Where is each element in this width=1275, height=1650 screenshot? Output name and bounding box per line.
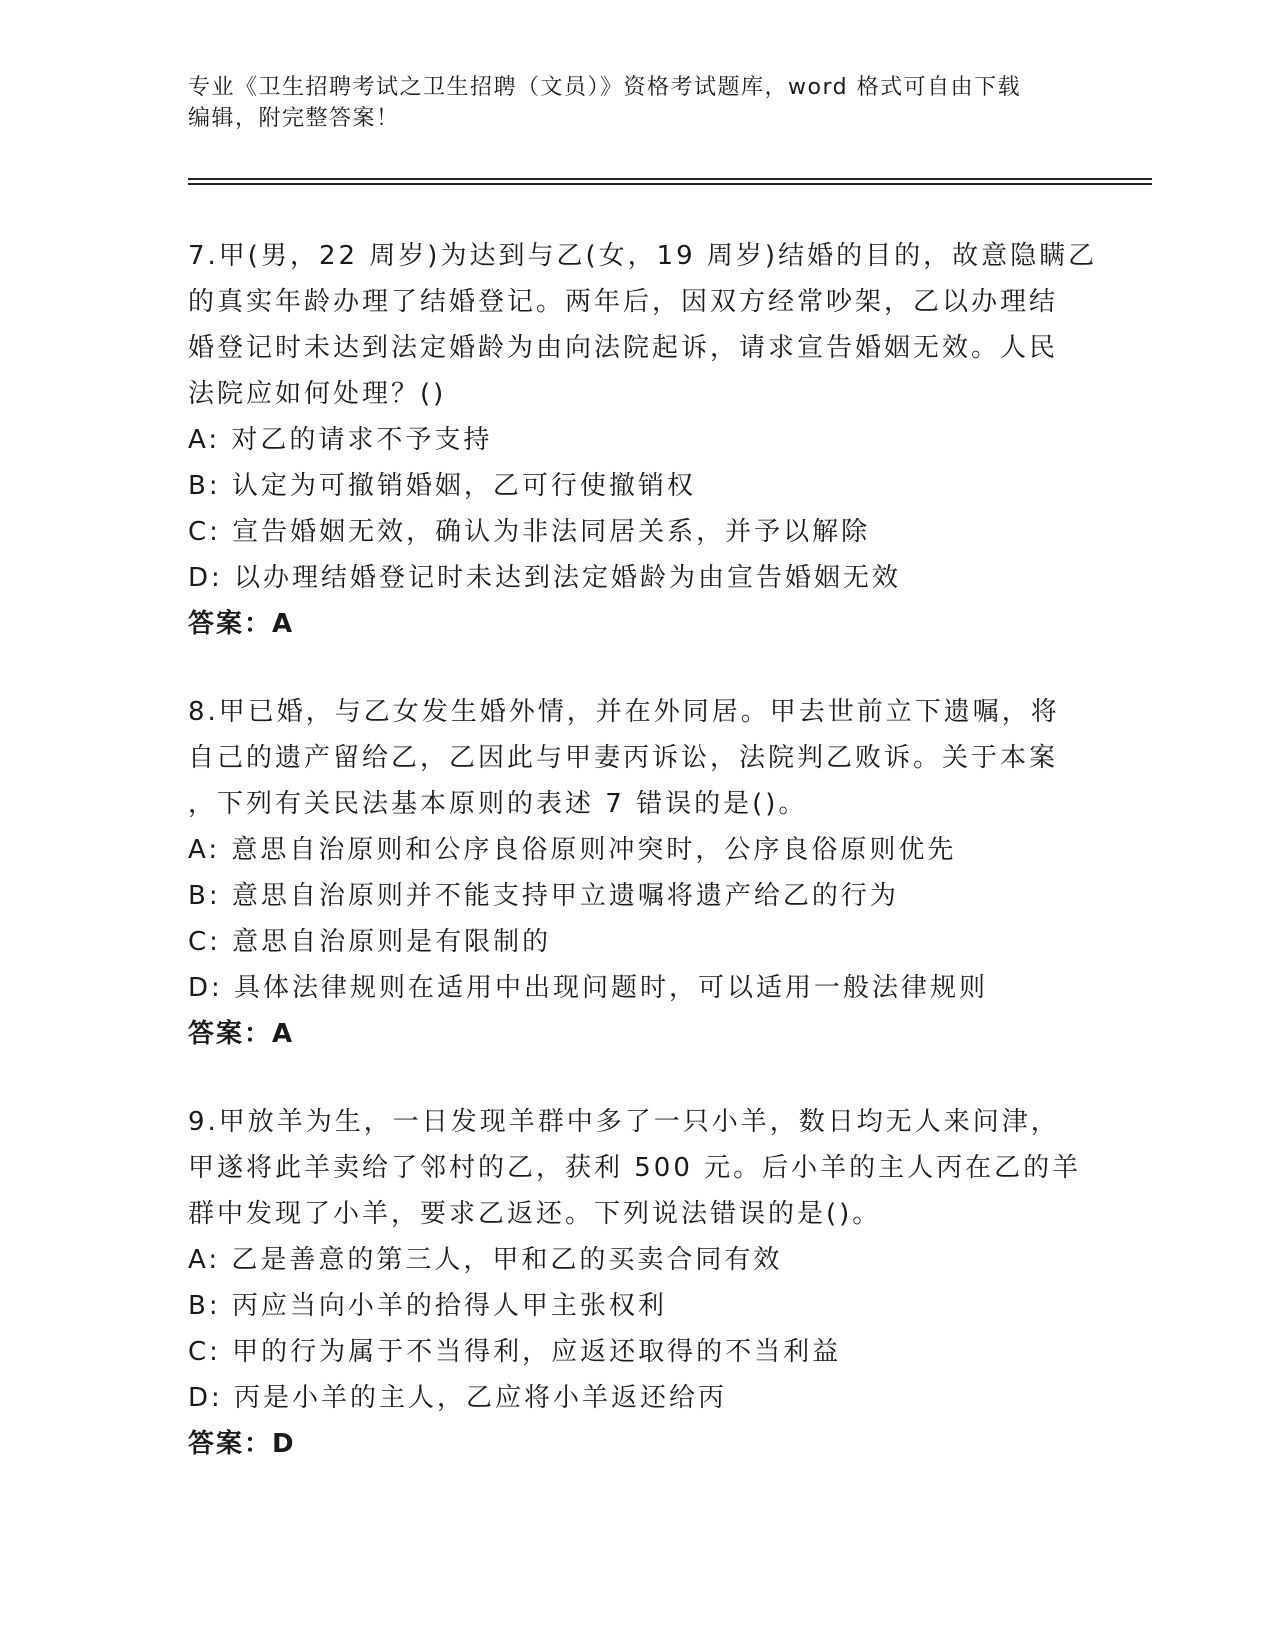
option-a: A: 意思自治原则和公序良俗原则冲突时，公序良俗原则优先 [188, 835, 957, 865]
option-d: D: 具体法律规则在适用中出现问题时，可以适用一般法律规则 [188, 973, 989, 1003]
answer-label: 答案：D [188, 1429, 296, 1459]
option-d: D: 以办理结婚登记时未达到法定婚龄为由宣告婚姻无效 [188, 563, 902, 593]
question-stem-line: 群中发现了小羊，要求乙返还。下列说法错误的是()。 [188, 1199, 882, 1229]
document-header [188, 72, 1068, 134]
question-9 [188, 1099, 1088, 1467]
header-divider-top [188, 178, 1152, 180]
header-divider-bottom [188, 183, 1152, 185]
question-stem-line: 婚登记时未达到法定婚龄为由向法院起诉，请求宣告婚姻无效。人民 [188, 333, 1059, 363]
question-stem-line: 9.甲放羊为生，一日发现羊群中多了一只小羊，数日均无人来问津， [188, 1107, 1060, 1137]
question-stem-line: 8.甲已婚，与乙女发生婚外情，并在外同居。甲去世前立下遗嘱，将 [188, 697, 1060, 727]
question-list [188, 233, 1098, 1509]
option-a: A: 乙是善意的第三人，甲和乙的买卖合同有效 [188, 1245, 783, 1275]
question-stem-line: ，下列有关民法基本原则的表述 7 错误的是()。 [188, 789, 808, 819]
question-7 [188, 233, 1098, 647]
header-line: 编辑，附完整答案！ [188, 106, 400, 131]
question-stem-line: 7.甲(男，22 周岁)为达到与乙(女，19 周岁)结婚的目的，故意隐瞒乙 [188, 241, 1098, 271]
question-stem-line: 法院应如何处理？() [188, 379, 447, 409]
option-a: A: 对乙的请求不予支持 [188, 425, 493, 455]
option-c: C: 意思自治原则是有限制的 [188, 927, 552, 957]
option-b: B: 认定为可撤销婚姻，乙可行使撤销权 [188, 471, 696, 501]
question-stem-line: 甲遂将此羊卖给了邻村的乙，获利 500 元。后小羊的主人丙在乙的羊 [188, 1153, 1082, 1183]
header-line: 专业《卫生招聘考试之卫生招聘（文员）》资格考试题库，word 格式可自由下载 [188, 75, 1022, 100]
option-c: C: 甲的行为属于不当得利，应返还取得的不当利益 [188, 1337, 842, 1367]
option-b: B: 丙应当向小羊的拾得人甲主张权利 [188, 1291, 667, 1321]
option-d: D: 丙是小羊的主人，乙应将小羊返还给丙 [188, 1383, 728, 1413]
question-stem-line: 自己的遗产留给乙，乙因此与甲妻丙诉讼，法院判乙败诉。关于本案 [188, 743, 1059, 773]
option-c: C: 宣告婚姻无效，确认为非法同居关系，并予以解除 [188, 517, 871, 547]
option-b: B: 意思自治原则并不能支持甲立遗嘱将遗产给乙的行为 [188, 881, 899, 911]
question-8 [188, 689, 1088, 1057]
answer-label: 答案：A [188, 609, 295, 639]
question-stem-line: 的真实年龄办理了结婚登记。两年后，因双方经常吵架，乙以办理结 [188, 287, 1059, 317]
answer-label: 答案：A [188, 1019, 295, 1049]
